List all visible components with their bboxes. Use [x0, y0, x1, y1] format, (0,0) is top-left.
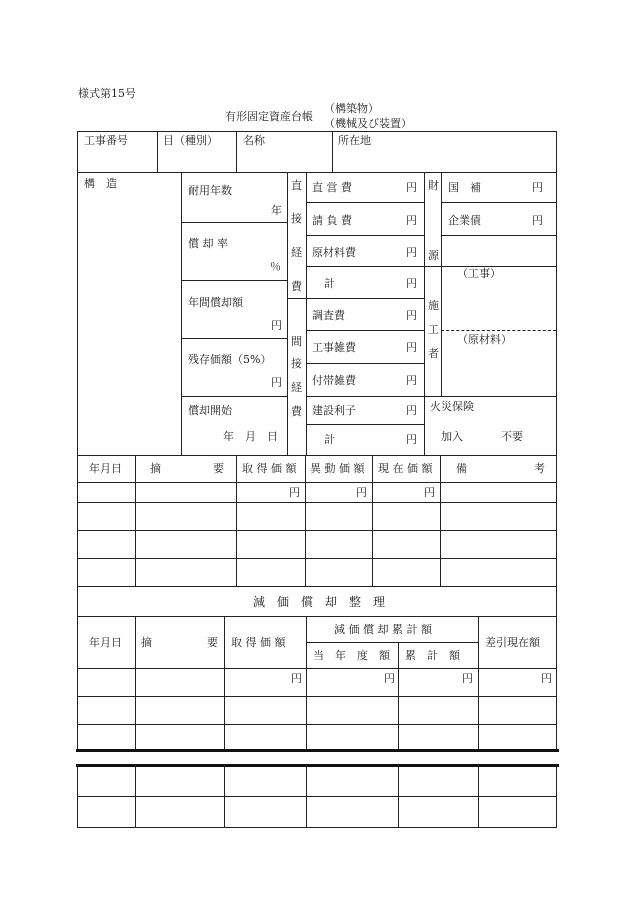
rule — [424, 396, 556, 397]
indirect-cost-char: 間 — [291, 335, 302, 348]
subtotal-label: 計 — [324, 433, 335, 446]
history-summary-header: 摘 — [150, 462, 161, 475]
direct-cost-char: 直 — [291, 179, 302, 192]
form-subtitle-machinery: （機械及び装置） — [324, 117, 412, 130]
rule — [441, 235, 556, 236]
yen-unit: 円 — [289, 486, 300, 499]
rule — [306, 202, 424, 203]
history-summary-header: 要 — [213, 462, 224, 475]
rule — [77, 724, 557, 725]
rule — [77, 796, 557, 797]
rule — [306, 396, 424, 397]
rule — [306, 172, 307, 455]
depreciation-rate-label: 償 却 率 — [188, 237, 228, 250]
enterprise-bond-label: 企業債 — [448, 214, 481, 227]
yen-unit: 円 — [384, 672, 395, 685]
history-date-header: 年月日 — [89, 462, 122, 475]
rule — [441, 172, 442, 396]
yen-unit: 円 — [406, 404, 417, 417]
dep-summary-header: 要 — [207, 636, 218, 649]
name-label: 名称 — [243, 134, 265, 147]
rule — [372, 455, 373, 586]
incidental-misc-label: 付帯雑費 — [312, 374, 356, 387]
fire-insurance-label: 火災保険 — [430, 400, 474, 413]
rule — [287, 298, 306, 299]
rule — [181, 396, 287, 397]
yen-unit: 円 — [532, 214, 543, 227]
fire-insurance-joined: 加入 — [441, 430, 463, 443]
builder-construction-label: （工事） — [457, 267, 501, 280]
direct-cost-char: 経 — [291, 246, 302, 259]
rule — [556, 131, 557, 586]
yen-unit: 円 — [356, 486, 367, 499]
dep-acquisition-header: 取 得 価 額 — [231, 636, 286, 649]
funding-char: 財 — [428, 179, 439, 192]
rule — [306, 235, 424, 236]
construction-number-label: 工事番号 — [84, 134, 128, 147]
construction-interest-label: 建設利子 — [312, 404, 356, 417]
category-label: 目（種別） — [163, 134, 218, 147]
contract-cost-label: 請 負 費 — [312, 214, 352, 227]
rule — [306, 424, 424, 425]
rule — [306, 266, 424, 267]
yen-unit: 円 — [271, 319, 282, 332]
dep-current-year-header: 当 年 度 額 — [313, 649, 390, 662]
year-unit: 年 — [271, 204, 282, 217]
dep-date-header: 年月日 — [89, 636, 122, 649]
rule — [440, 455, 441, 586]
survey-cost-label: 調査費 — [312, 309, 345, 322]
dep-cumulative-header: 累 計 額 — [405, 649, 460, 662]
rule — [77, 482, 557, 483]
rule — [441, 202, 556, 203]
rule — [77, 530, 557, 531]
annual-depreciation-label: 年間償却額 — [188, 296, 243, 309]
rule — [236, 131, 237, 172]
rule — [77, 455, 557, 456]
dep-summary-header: 摘 — [141, 636, 152, 649]
rule — [236, 455, 237, 586]
fire-insurance-not-required: 不要 — [501, 430, 523, 443]
break-line-bottom — [76, 764, 559, 767]
rule — [181, 222, 287, 223]
rule — [181, 338, 287, 339]
dep-accumulated-header: 減 価 償 却 累 計 額 — [334, 623, 432, 636]
rule — [77, 827, 557, 828]
rule — [135, 616, 136, 749]
rule — [181, 280, 287, 281]
form-title: 有形固定資産台帳 — [225, 110, 313, 123]
misc-construction-label: 工事雑費 — [312, 341, 356, 354]
history-acquisition-header: 取 得 価 額 — [242, 462, 297, 475]
rule — [157, 131, 158, 172]
builder-char: 工 — [428, 323, 439, 336]
form-number: 様式第15号 — [78, 87, 136, 100]
yen-unit: 円 — [406, 214, 417, 227]
yen-unit: 円 — [406, 374, 417, 387]
yen-unit: 円 — [406, 246, 417, 259]
residual-value-label: 残存価額（5%） — [188, 353, 272, 366]
direct-cost-char: 接 — [291, 212, 302, 225]
yen-unit: 円 — [406, 309, 417, 322]
rule — [306, 330, 424, 331]
materials-cost-label: 原材料費 — [312, 246, 356, 259]
yen-unit: 円 — [424, 486, 435, 499]
percent-unit: ％ — [270, 260, 281, 273]
yen-unit: 円 — [406, 181, 417, 194]
yen-unit: 円 — [541, 672, 552, 685]
yen-unit: 円 — [406, 433, 417, 446]
yen-unit: 円 — [406, 341, 417, 354]
yen-unit: 円 — [406, 277, 417, 290]
rule — [478, 616, 479, 749]
subtotal-label: 計 — [324, 277, 335, 290]
rule — [77, 586, 557, 587]
history-remarks-header: 考 — [534, 462, 545, 475]
date-ymd: 年 月 日 — [223, 430, 278, 443]
depreciation-start-label: 償却開始 — [188, 404, 232, 417]
direct-operation-label: 直 営 費 — [312, 181, 352, 194]
indirect-cost-char: 経 — [291, 381, 302, 394]
national-subsidy-label: 国 補 — [448, 181, 481, 194]
useful-life-label: 耐用年数 — [188, 184, 232, 197]
history-remarks-header: 備 — [456, 462, 467, 475]
history-change-header: 異 動 価 額 — [310, 462, 365, 475]
builder-char: 施 — [428, 299, 439, 312]
depreciation-section-title: 減 価 償 却 整 理 — [253, 595, 386, 609]
rule — [77, 502, 557, 503]
funding-char: 源 — [428, 249, 439, 262]
dep-net-value-header: 差引現在額 — [485, 636, 540, 649]
rule — [306, 642, 478, 643]
rule — [77, 172, 557, 173]
indirect-cost-char: 接 — [291, 357, 302, 370]
rule — [77, 616, 557, 617]
rule — [77, 131, 78, 586]
direct-cost-char: 費 — [291, 280, 302, 293]
break-line-top — [76, 749, 559, 752]
yen-unit: 円 — [462, 672, 473, 685]
rule — [77, 696, 557, 697]
rule — [135, 455, 136, 586]
indirect-cost-char: 費 — [291, 405, 302, 418]
dashed-divider — [441, 330, 556, 331]
structure-label: 構 造 — [84, 177, 117, 190]
location-label: 所在地 — [338, 134, 371, 147]
form-subtitle-structures: （構築物） — [324, 102, 379, 115]
rule — [306, 363, 424, 364]
rule — [181, 172, 182, 455]
rule — [306, 616, 307, 749]
rule — [77, 668, 557, 669]
builder-char: 者 — [428, 347, 439, 360]
rule — [424, 172, 425, 455]
builder-materials-label: （原材料） — [457, 333, 512, 346]
rule — [332, 131, 333, 172]
rule — [77, 131, 557, 132]
rule — [224, 616, 225, 749]
history-current-header: 現 在 価 額 — [378, 462, 433, 475]
yen-unit: 円 — [532, 181, 543, 194]
yen-unit: 円 — [271, 376, 282, 389]
rule — [77, 558, 557, 559]
rule — [287, 172, 288, 455]
yen-unit: 円 — [291, 672, 302, 685]
rule — [305, 455, 306, 586]
rule — [306, 298, 424, 299]
